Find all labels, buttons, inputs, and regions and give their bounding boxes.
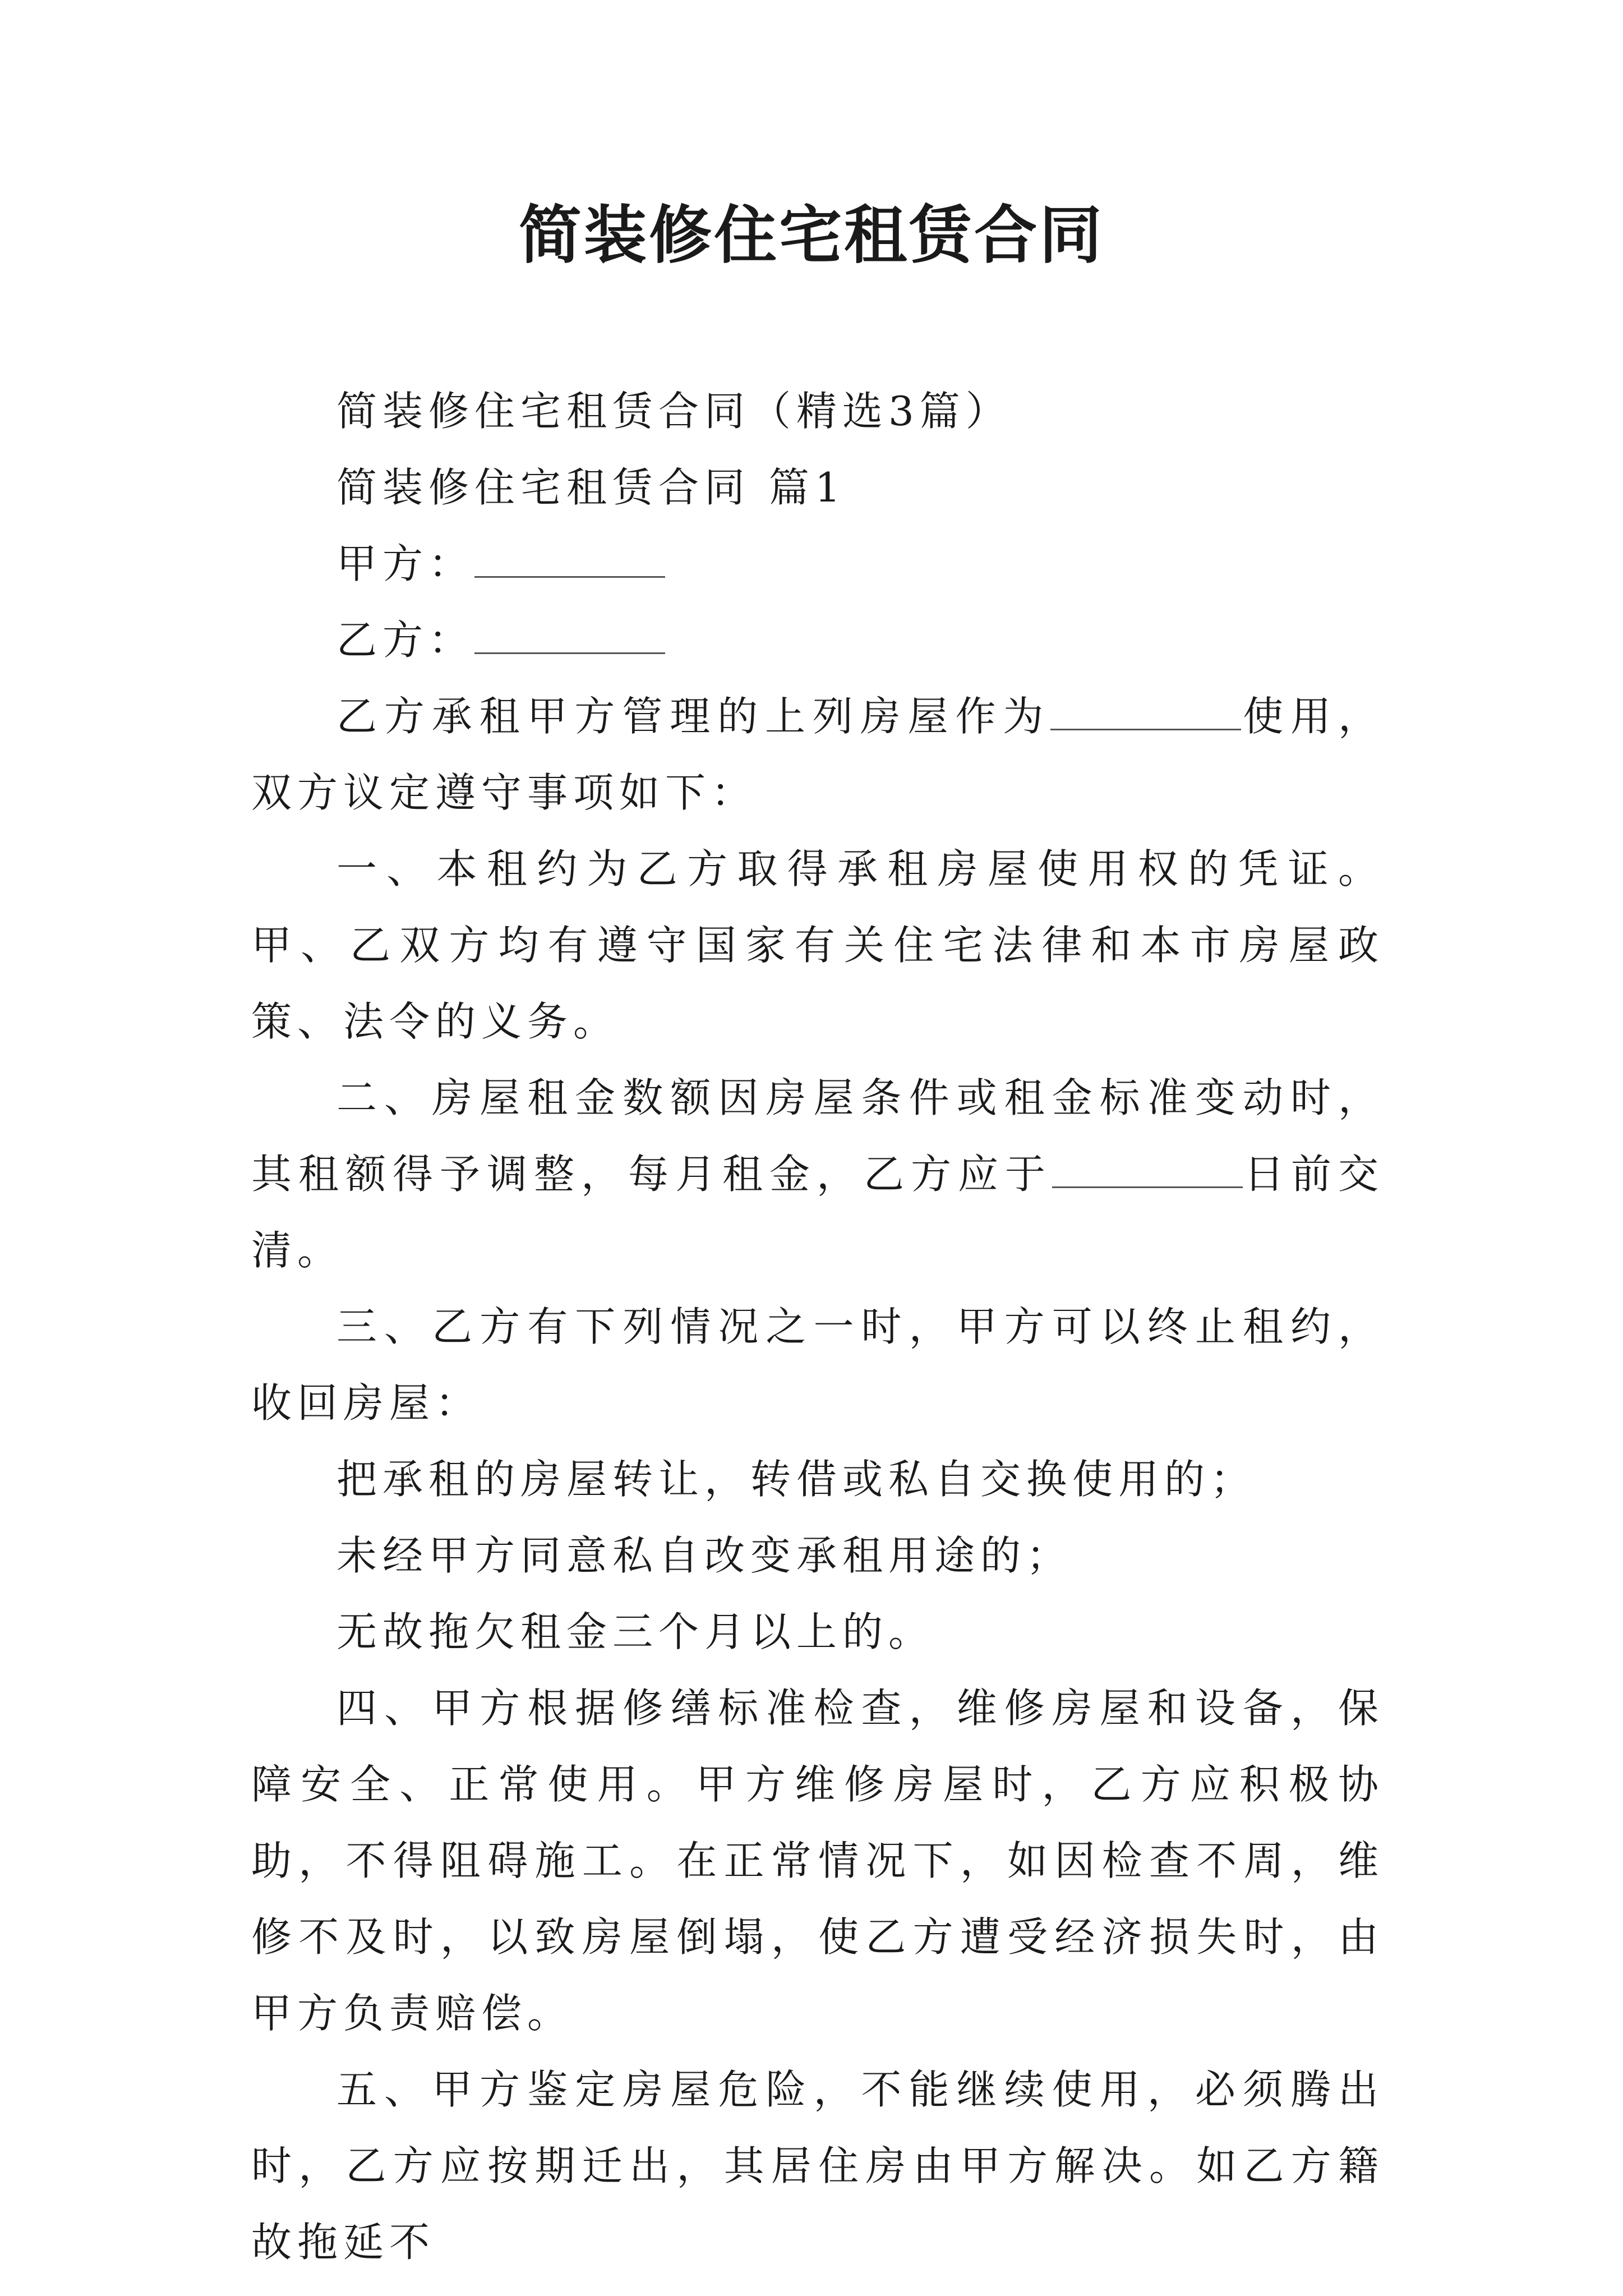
clause-4: 四、甲方根据修缮标准检查，维修房屋和设备，保障安全、正常使用。甲方维修房屋时，乙方应积极协助，不得阻碍施工。在正常情况下，如因检查不周，维修不及时，以致房屋倒塌，使乙方遭受经济损失时，由甲方负责赔偿。	[251, 1685, 1384, 2037]
clause-2-text-after: 日前交清。	[251, 1151, 1384, 1274]
document-subtitle: 简装修住宅租赁合同（精选3篇）	[336, 388, 1012, 435]
intro-text-before: 乙方承租甲方管理的上列房屋作为	[336, 693, 1051, 740]
party-b-label: 乙方：	[336, 616, 475, 664]
party-b-line	[251, 602, 1384, 678]
clause-3-item-2: 未经甲方同意私自改变承租用途的；	[336, 1532, 1073, 1579]
clause-3-item-3: 无故拖欠租金三个月以上的。	[336, 1608, 935, 1655]
party-a-blank	[474, 545, 665, 578]
document-title: 简装修住宅租赁合同	[519, 199, 1104, 272]
document-body	[251, 373, 1384, 2280]
clause-3-item-1: 把承租的房屋转让，转借或私自交换使用的；	[336, 1456, 1257, 1503]
clause-2-text-before: 二、房屋租金数额因房屋条件或租金标准变动时，其租额得予调整，每月租金，乙方应于	[251, 1074, 1384, 1198]
payment-date-blank	[1052, 1155, 1243, 1188]
intro-text-after: 使用，双方议定遵守事项如下：	[251, 693, 1384, 816]
party-a-line	[251, 526, 1384, 602]
clause-5: 五、甲方鉴定房屋危险，不能继续使用，必须腾出时，乙方应按期迁出，其居住房由甲方解决。如乙方籍故拖延不	[251, 2066, 1384, 2266]
clause-1: 一、本租约为乙方取得承租房屋使用权的凭证。甲、乙双方均有遵守国家有关住宅法律和本市房屋政策、法令的义务。	[251, 845, 1384, 1045]
intro-paragraph	[251, 678, 1384, 831]
usage-blank	[1050, 697, 1241, 730]
party-b-blank	[474, 621, 665, 654]
clause-2	[251, 1060, 1384, 1289]
party-a-label: 甲方：	[336, 540, 475, 587]
clause-3: 三、乙方有下列情况之一时，甲方可以终止租约，收回房屋：	[251, 1303, 1384, 1427]
section-heading: 简装修住宅租赁合同 篇1	[336, 464, 846, 511]
